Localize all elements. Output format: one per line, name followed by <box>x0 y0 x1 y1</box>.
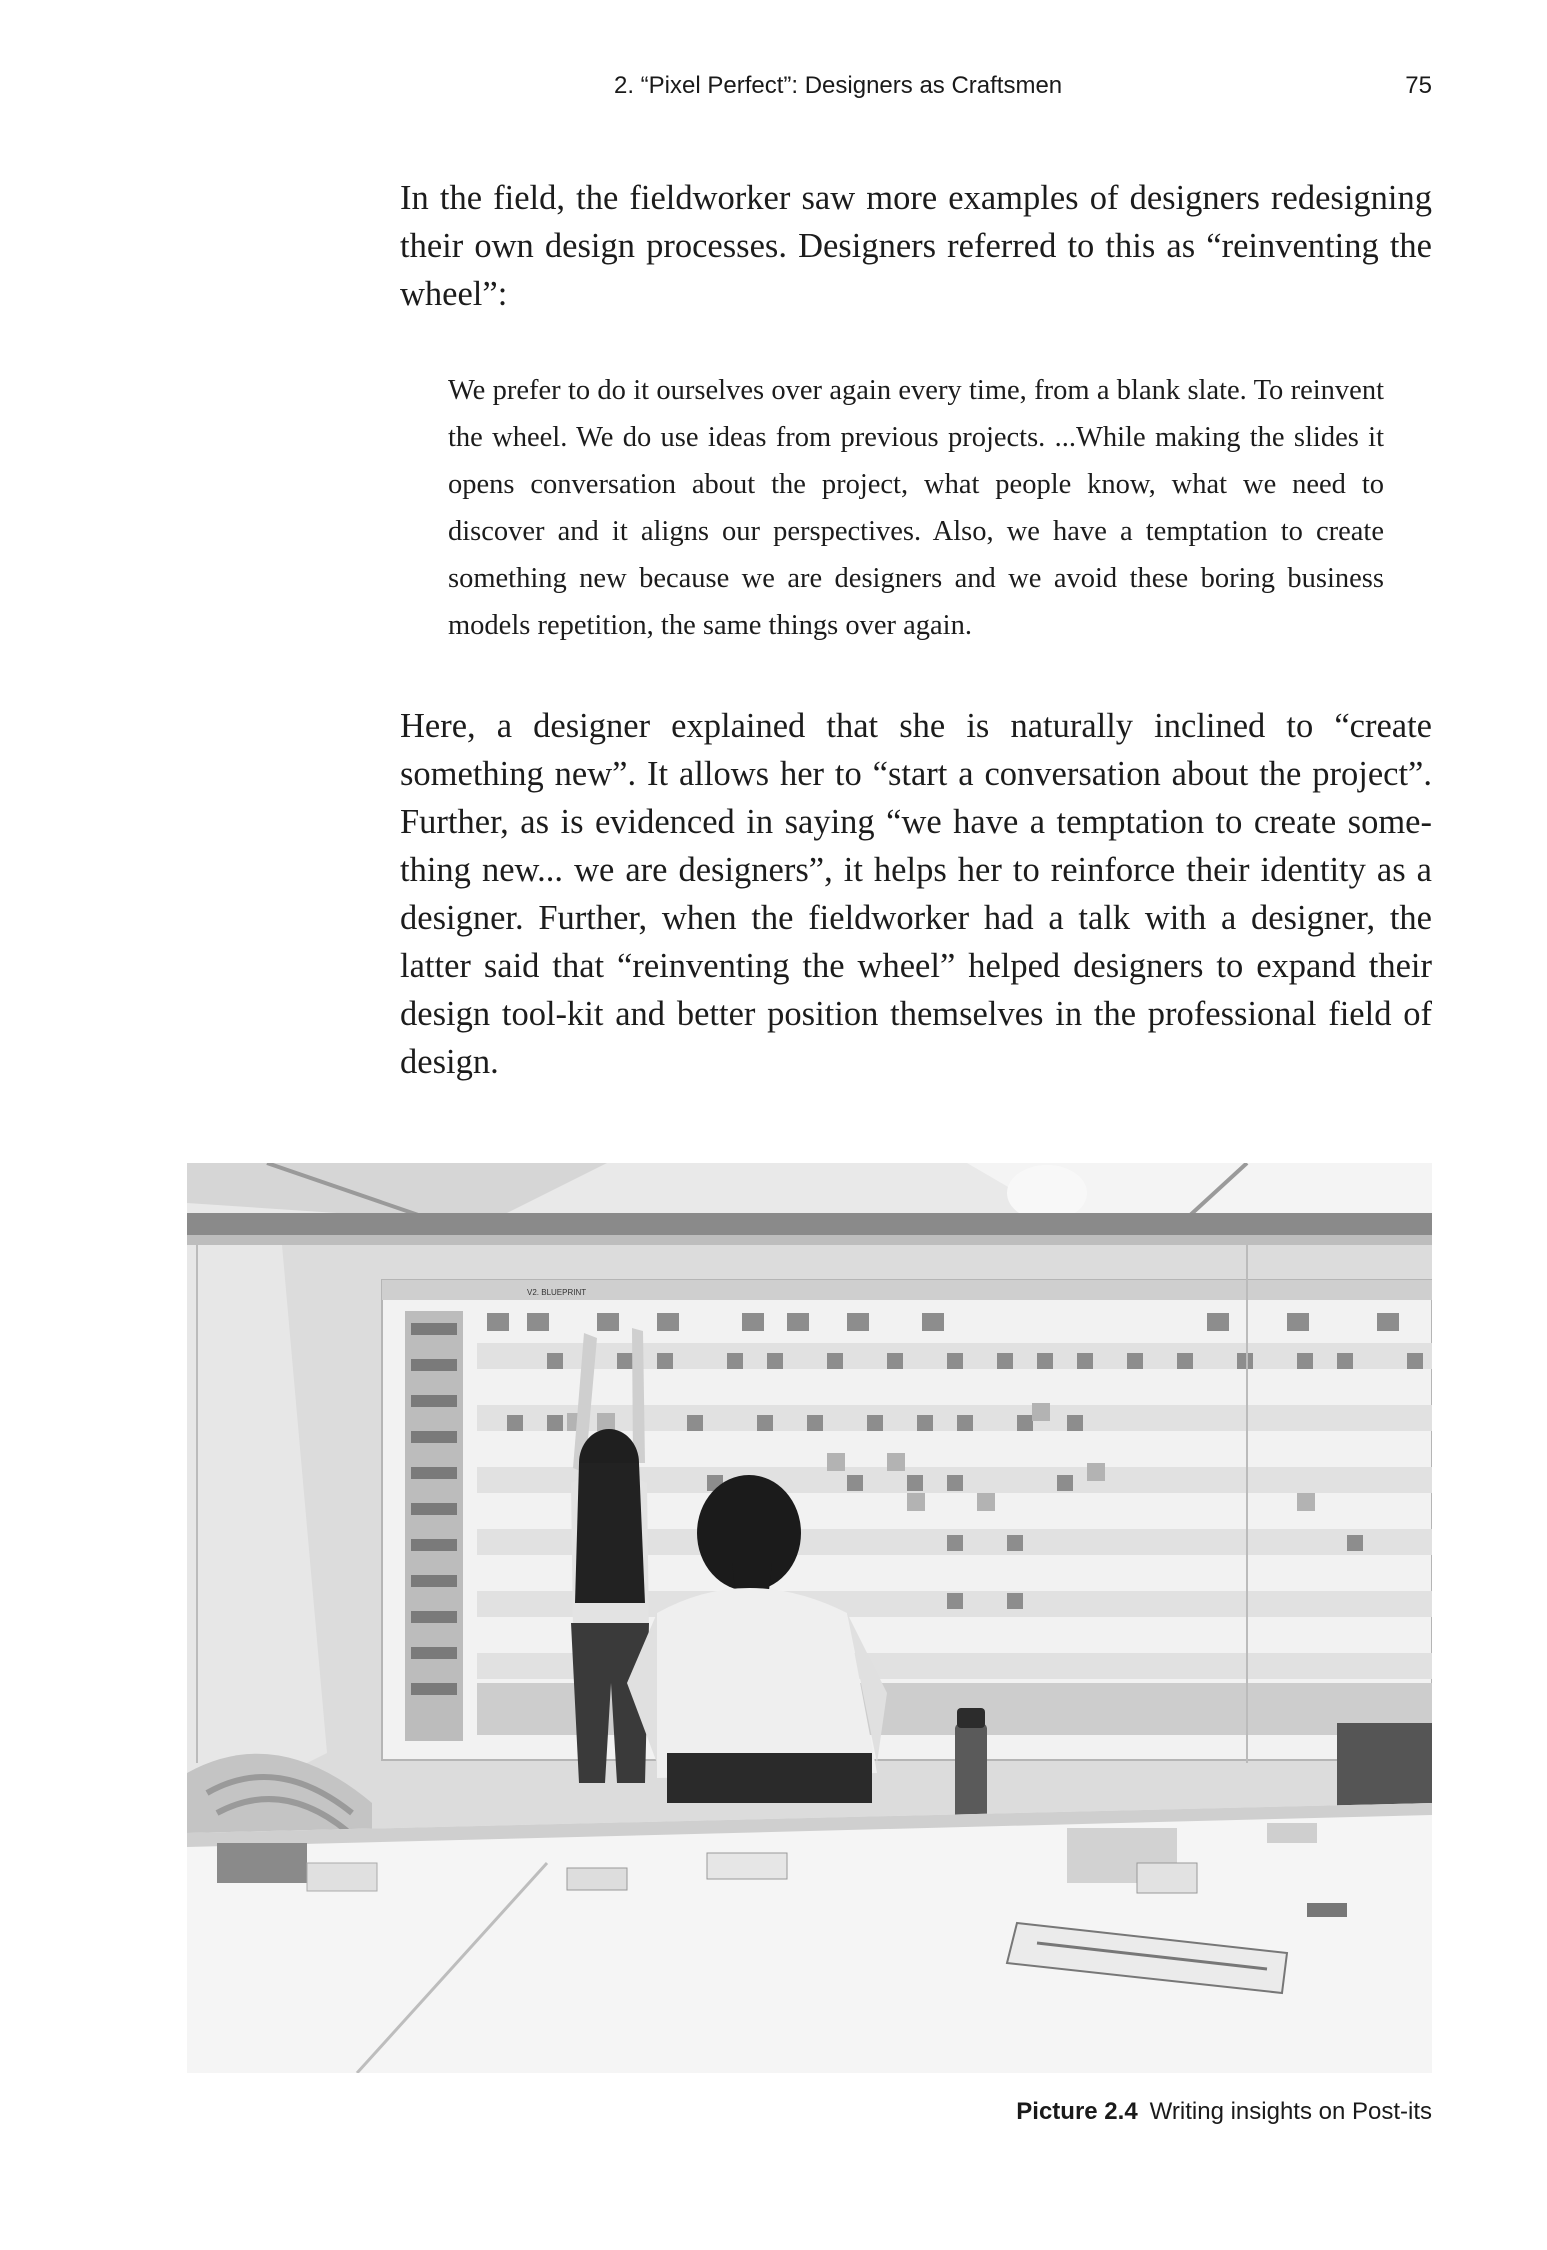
page-number: 75 <box>1405 72 1432 99</box>
body-paragraph-2: Here, a designer explained that she is naturally inclined to “create something new”. It allows her to “start a conversation about the project”. Further, as is evidenced in saying “we have a temptation to create something new... we are designers”, it helps her to reinforce their identity as a designer. Further, when the fieldworker had a talk with a designer, the latter said that “reinventing the wheel” helped designers to expand their design tool-kit and better position themselves in the professional field of design. <box>400 707 1432 1081</box>
figure-caption <box>1016 2098 1432 2126</box>
board-label: V2. BLUEPRINT <box>527 1288 587 1297</box>
body-paragraph-1: In the field, the fieldworker saw more examples of designers redesigning their own design processes. Designers referred to this as “reinventing the wheel”: <box>400 179 1432 313</box>
caption-text: Writing insights on Post-its <box>1149 2098 1432 2125</box>
running-head <box>400 66 1432 106</box>
caption-label: Picture 2.4 <box>1016 2098 1138 2125</box>
block-quote: We prefer to do it ourselves over again every time, from a blank slate. To reinvent the wheel. We do use ideas from previous projects. ...While making the slides it opens conversation about the project, what people know, what we need to discover and it aligns our perspectives. Also, we have a temptation to create something new because we are designers and we avoid these boring business models repetition, the same things over again. <box>448 375 1384 641</box>
figure-photo <box>187 1163 1432 2073</box>
chapter-title: 2. “Pixel Perfect”: Designers as Craftsmen <box>614 72 1063 99</box>
